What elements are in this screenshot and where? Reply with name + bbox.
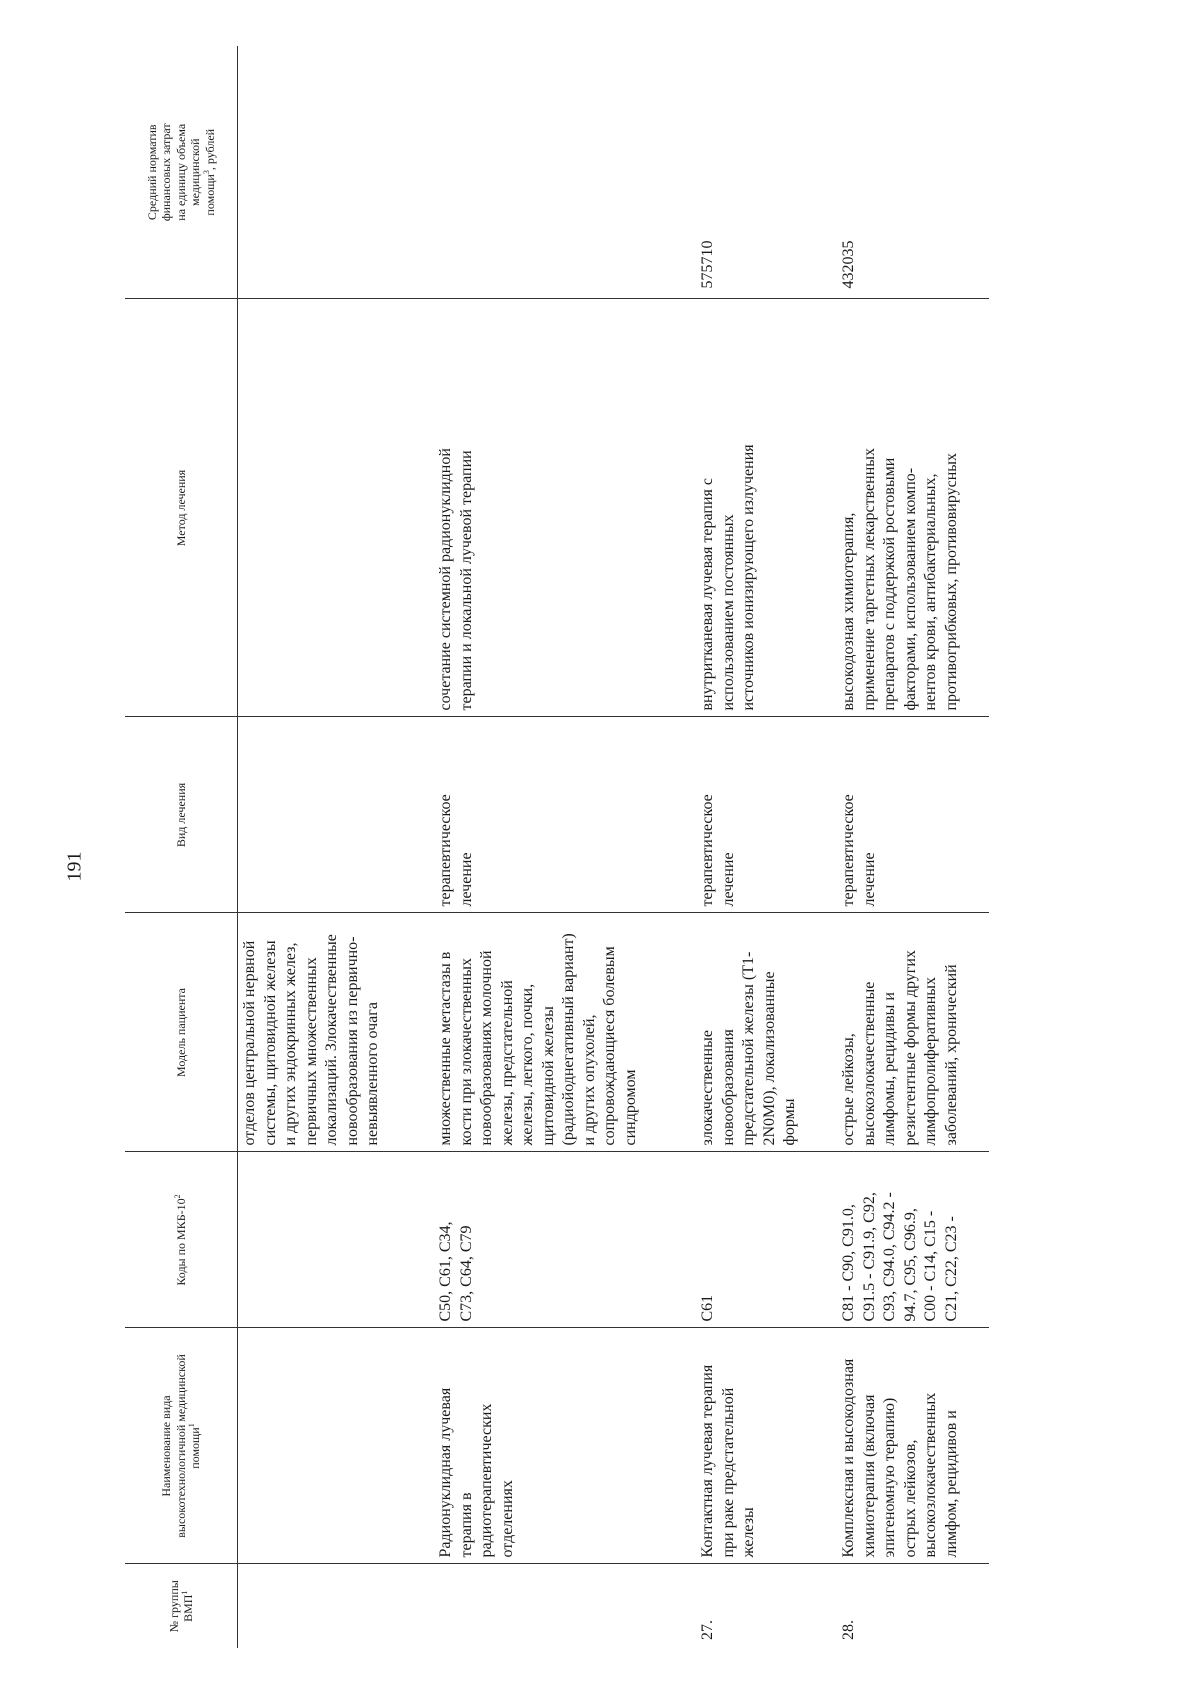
text-line: терапевтическое: [840, 794, 857, 907]
text-line: лечение: [719, 852, 737, 907]
cell-icd-codes: [434, 1152, 696, 1328]
text-line: высокотехнологичной медицинской: [173, 1354, 188, 1538]
cell-icd-codes: [238, 1152, 435, 1328]
header-patient-model: [125, 913, 238, 1152]
text-line: помощи$^1$: [187, 1423, 203, 1469]
text-line: высокозлокачественных: [922, 1392, 939, 1558]
cell-group-no: [434, 1564, 696, 1648]
text-line: C81 - C90, C91.0,: [840, 1204, 857, 1322]
text-line: лимфомы, рецидивы и: [881, 992, 898, 1146]
cell-icd-codes: [696, 1152, 837, 1328]
cell-vmp-name: [696, 1328, 837, 1564]
text-line: внутритканевая лучевая терапия с: [699, 478, 716, 711]
text-line: Коды по МКБ-$10^2$: [172, 1194, 188, 1286]
cell-vmp-name: [238, 1328, 435, 1564]
text-line: отделениях: [498, 1480, 516, 1558]
cell-cost: 432035: [837, 46, 989, 299]
text-line: химиотерапия (включая: [860, 1394, 878, 1558]
cell-patient-model: [434, 913, 696, 1152]
cell-group-no: [238, 1564, 435, 1648]
cell-patient-model: [238, 913, 435, 1152]
text-line: C61: [699, 1294, 716, 1322]
text-line: применение таргетных лекарственных: [860, 447, 878, 711]
text-line: системы, щитовидной железы: [261, 940, 279, 1146]
cell-vmp-name: [434, 1328, 696, 1564]
text-line: радиотерапевтических: [478, 1403, 495, 1558]
cell-treatment-type: [434, 717, 696, 913]
header-treatment-type: [125, 717, 238, 913]
cell-treatment-type: [837, 717, 989, 913]
cell-group-no: [837, 1564, 989, 1648]
header-vmp-name: [125, 1328, 238, 1564]
text-line: терапия в: [457, 1492, 475, 1558]
text-line: C00 - C14, C15 -: [922, 1210, 939, 1322]
cell-treatment-method: [238, 299, 435, 717]
text-line: высокозлокачественные: [860, 981, 878, 1146]
text-line: C21, C22, C23 -: [942, 1216, 960, 1322]
text-line: противогрибковых, противовирусных: [942, 452, 960, 711]
text-line: № группы: [166, 1580, 181, 1633]
text-line: источников ионизирующего излучения: [740, 444, 757, 711]
table-row: [434, 46, 696, 1648]
cell-treatment-type: [238, 717, 435, 913]
text-line: (радиойоднегативный вариант): [560, 933, 577, 1146]
text-line: терапии и локальной лучевой терапии: [457, 450, 475, 711]
text-line: невыявленного очага: [364, 1002, 381, 1146]
text-line: сочетание системной радионуклидной: [437, 448, 454, 711]
header-icd-codes: [125, 1152, 238, 1328]
text-line: отделов центральной нервной: [241, 940, 258, 1146]
text-line: синдромом: [621, 1069, 639, 1146]
text-line: кости при злокачественных: [457, 957, 475, 1146]
text-line: C73, C64, C79: [457, 1225, 475, 1322]
text-line: резистентные формы других: [901, 950, 919, 1146]
cell-cost: 575710: [696, 46, 837, 299]
cell-icd-codes: [837, 1152, 989, 1328]
header-cost: [125, 46, 238, 299]
text-line: C91.5 - C91.9, C92,: [860, 1192, 878, 1322]
text-line: первичных множественных: [302, 957, 320, 1146]
text-line: щитовидной железы: [539, 1006, 557, 1146]
text-line: факторами, использованием компо-: [901, 467, 919, 711]
vmp-table: [125, 46, 989, 1648]
text-line: и других опухолей,: [580, 1014, 598, 1146]
text-line: новообразования из первично-: [343, 936, 361, 1146]
cell-patient-model: [837, 913, 989, 1152]
text-line: при раке предстательной: [719, 1387, 737, 1558]
text-line: новообразованиях молочной: [478, 950, 495, 1146]
text-line: медицинской: [188, 138, 203, 207]
text-line: препаратов с поддержкой ростовыми: [881, 457, 898, 711]
text-line: железы, предстательной: [498, 980, 516, 1146]
text-line: Комплексная и высокодозная: [840, 1358, 857, 1558]
text-line: железы, легкого, почки,: [519, 983, 536, 1146]
text-line: лечение: [457, 852, 475, 907]
text-line: сопровождающиеся болевым: [601, 946, 618, 1146]
table-header-row: [125, 46, 238, 1648]
text-line: Наименование вида: [159, 1395, 174, 1497]
text-line: высокодозная химиотерапия,: [840, 512, 857, 711]
text-line: эпигеномную терапию): [881, 1397, 898, 1558]
text-line: использованием постоянных: [719, 514, 737, 711]
table-row: [696, 46, 837, 1648]
text-line: C50, C61, C34,: [437, 1221, 454, 1322]
table-row: [238, 46, 435, 1648]
text-line: лечение: [860, 852, 878, 907]
text-line: нентов крови, антибактериальных,: [922, 473, 939, 711]
page-number: 191: [63, 851, 86, 882]
text-line: формы: [781, 1098, 798, 1146]
text-line: на единицу объема: [173, 123, 188, 221]
header-group-no: [125, 1564, 238, 1648]
text-line: Контактная лучевая терапия: [699, 1364, 716, 1558]
cell-group-no: [696, 1564, 837, 1648]
text-line: Метод лечения: [173, 469, 188, 547]
text-line: острых лейкозов,: [901, 1439, 919, 1558]
text-line: Вид лечения: [173, 782, 188, 848]
text-line: ВМП$^1$: [180, 1590, 195, 1622]
cell-treatment-method: [837, 299, 989, 717]
text-line: Радионуклидная лучевая: [437, 1387, 454, 1558]
text-line: заболеваний, хронический: [942, 964, 960, 1146]
cell-treatment-method: [434, 299, 696, 717]
text-line: 2N0M0), локализованные: [760, 971, 778, 1146]
cell-treatment-type: [696, 717, 837, 913]
text-line: лимфом, рецидивов и: [942, 1410, 960, 1558]
cell-patient-model: [696, 913, 837, 1152]
text-line: и других эндокринных желез,: [282, 942, 299, 1146]
text-line: множественные метастазы в: [437, 951, 454, 1146]
text-line: злокачественные: [699, 1030, 716, 1146]
text-line: острые лейкозы,: [840, 1033, 857, 1146]
text-line: Средний норматив: [144, 124, 159, 221]
text-line: 94.7, C95, C96.9,: [901, 1208, 919, 1322]
cell-cost: [238, 46, 435, 299]
text-line: предстательной железы (T1-: [740, 951, 757, 1146]
cell-cost: [434, 46, 696, 299]
text-line: локализаций. Злокачественные: [323, 934, 340, 1146]
text-line: железы: [740, 1507, 757, 1558]
header-treatment-method: [125, 299, 238, 717]
text-line: лимфопролиферативных: [922, 976, 939, 1146]
text-line: 28.: [840, 1620, 857, 1640]
text-line: финансовых затрат: [159, 123, 174, 222]
text-line: терапевтическое: [699, 794, 716, 907]
cell-treatment-method: [696, 299, 837, 717]
text-line: C93, C94.0, C94.2 -: [881, 1192, 898, 1322]
table-row: [837, 46, 989, 1648]
text-line: терапевтическое: [437, 794, 454, 907]
text-line: помощи$^3$, рублей: [201, 128, 217, 216]
text-line: новообразования: [719, 1029, 737, 1146]
cell-vmp-name: [837, 1328, 989, 1564]
text-line: Модель пациента: [173, 988, 188, 1077]
text-line: 27.: [699, 1620, 716, 1640]
